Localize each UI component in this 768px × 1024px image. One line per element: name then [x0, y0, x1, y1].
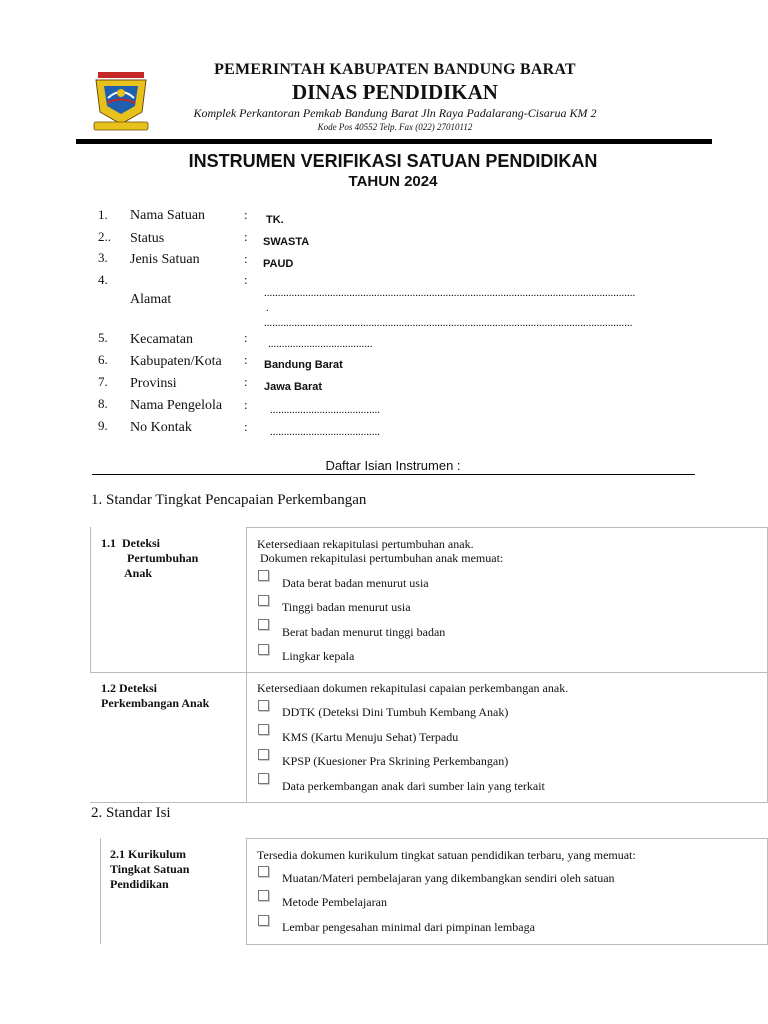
checkbox-label: Metode Pembelajaran — [282, 895, 387, 909]
checkbox-label: DDTK (Deteksi Dini Tumbuh Kembang Anak) — [282, 705, 509, 719]
checkbox-label: Lembar pengesahan minimal dari pimpinan lembaga — [282, 920, 535, 934]
item-number: 9. — [98, 418, 108, 433]
document-year: TAHUN 2024 — [348, 173, 438, 190]
field-colon: : — [244, 251, 248, 266]
letterhead-government: PEMERINTAH KABUPATEN BANDUNG BARAT — [214, 61, 576, 78]
letterhead-contact: Kode Pos 40552 Telp. Fax (022) 27010112 — [317, 122, 473, 132]
field-label: Kabupaten/Kota — [130, 354, 222, 369]
field-value-line1[interactable]: ....................................................................................................................................... — [264, 287, 636, 299]
criterion-line: Pendidikan — [110, 877, 169, 891]
field-label: Nama Satuan — [130, 208, 206, 223]
checkbox-label: Lingkar kepala — [282, 649, 355, 663]
field-label: Kecamatan — [130, 332, 193, 347]
field-value[interactable]: SWASTA — [263, 236, 310, 248]
checkbox[interactable] — [258, 619, 269, 630]
field-label: Nama Pengelola — [130, 398, 223, 413]
checkbox[interactable] — [258, 724, 269, 735]
section-title: 2. Standar Isi — [91, 805, 171, 821]
criterion-label-1-1 — [101, 536, 160, 551]
criterion-line: 1.2 Deteksi — [101, 681, 157, 695]
checkbox[interactable] — [258, 595, 269, 606]
item-number: 4. — [98, 272, 108, 287]
criterion-description: Ketersediaan dokumen rekapitulasi capaian perkembangan anak. — [257, 681, 569, 695]
checkbox[interactable] — [258, 700, 269, 711]
criterion-line: Deteksi — [122, 536, 160, 550]
field-colon: : — [244, 352, 248, 367]
field-label: Jenis Satuan — [130, 252, 200, 267]
field-colon: : — [244, 419, 248, 434]
checkbox-label: KMS (Kartu Menuju Sehat) Terpadu — [282, 730, 459, 744]
field-value-line2: . — [266, 302, 269, 314]
field-colon: : — [244, 330, 248, 345]
checkbox[interactable] — [258, 570, 269, 581]
field-value[interactable]: ........................................ — [270, 426, 380, 438]
field-colon: : — [244, 207, 248, 222]
field-colon: : — [244, 374, 248, 389]
checkbox-label: KPSP (Kuesioner Pra Skrining Perkembangan) — [282, 754, 509, 768]
criterion-line: Tingkat Satuan — [110, 862, 190, 876]
checkbox[interactable] — [258, 915, 269, 926]
checkbox-label: Data berat badan menurut usia — [282, 576, 429, 590]
checkbox-label: Berat badan menurut tinggi badan — [282, 625, 446, 639]
document-title: INSTRUMEN VERIFIKASI SATUAN PENDIDIKAN — [188, 151, 598, 171]
checkbox-label: Tinggi badan menurut usia — [282, 600, 411, 614]
criterion-description: Dokumen rekapitulasi pertumbuhan anak memuat: — [260, 551, 504, 565]
letterhead-address: Komplek Perkantoran Pemkab Bandung Barat Jln Raya Padalarang-Cisarua KM 2 — [193, 106, 597, 120]
letterhead-agency: DINAS PENDIDIKAN — [292, 80, 498, 104]
checkbox[interactable] — [258, 773, 269, 784]
checkbox-label: Data perkembangan anak dari sumber lain yang terkait — [282, 779, 545, 793]
item-number: 8. — [98, 396, 108, 411]
field-value[interactable]: Bandung Barat — [264, 359, 343, 371]
criterion-line: 2.1 Kurikulum — [110, 847, 187, 861]
instrument-list-heading: Daftar Isian Instrumen : — [325, 458, 461, 473]
item-number: 1. — [98, 207, 108, 222]
field-label: No Kontak — [130, 420, 192, 435]
field-value[interactable]: ........................................ — [270, 404, 380, 416]
field-label: Alamat — [130, 292, 172, 307]
item-number: 2.. — [98, 229, 111, 244]
field-colon: : — [244, 397, 248, 412]
checkbox[interactable] — [258, 890, 269, 901]
item-number: 3. — [98, 250, 108, 265]
field-value[interactable]: TK. — [266, 214, 284, 226]
checkbox[interactable] — [258, 749, 269, 760]
criterion-line: Pertumbuhan — [127, 551, 199, 565]
item-number: 7. — [98, 374, 108, 389]
item-number: 5. — [98, 330, 108, 345]
field-label: Status — [130, 231, 165, 246]
letterhead-divider — [76, 139, 712, 144]
item-number: 6. — [98, 352, 108, 367]
field-colon: : — [244, 229, 248, 244]
criterion-description: Ketersediaan rekapitulasi pertumbuhan anak. — [257, 537, 474, 551]
heading-underline — [92, 474, 695, 475]
checkbox[interactable] — [258, 866, 269, 877]
criterion-line: Perkembangan Anak — [101, 696, 210, 710]
field-label: Provinsi — [130, 376, 177, 391]
checkbox-label: Muatan/Materi pembelajaran yang dikembangkan sendiri oleh satuan — [282, 871, 615, 885]
criterion-line: Anak — [124, 566, 153, 580]
criterion-description: Tersedia dokumen kurikulum tingkat satuan pendidikan terbaru, yang memuat: — [257, 848, 636, 862]
criterion-number: 1.1 — [101, 536, 116, 550]
field-value[interactable]: Jawa Barat — [264, 381, 323, 393]
checkbox[interactable] — [258, 644, 269, 655]
field-value[interactable]: ...................................... — [268, 338, 373, 350]
field-value-line3[interactable]: ...................................................................................................................................... — [264, 317, 633, 329]
field-value[interactable]: PAUD — [263, 258, 294, 270]
field-colon: : — [244, 272, 248, 287]
section-title: 1. Standar Tingkat Pencapaian Perkembangan — [91, 492, 367, 508]
